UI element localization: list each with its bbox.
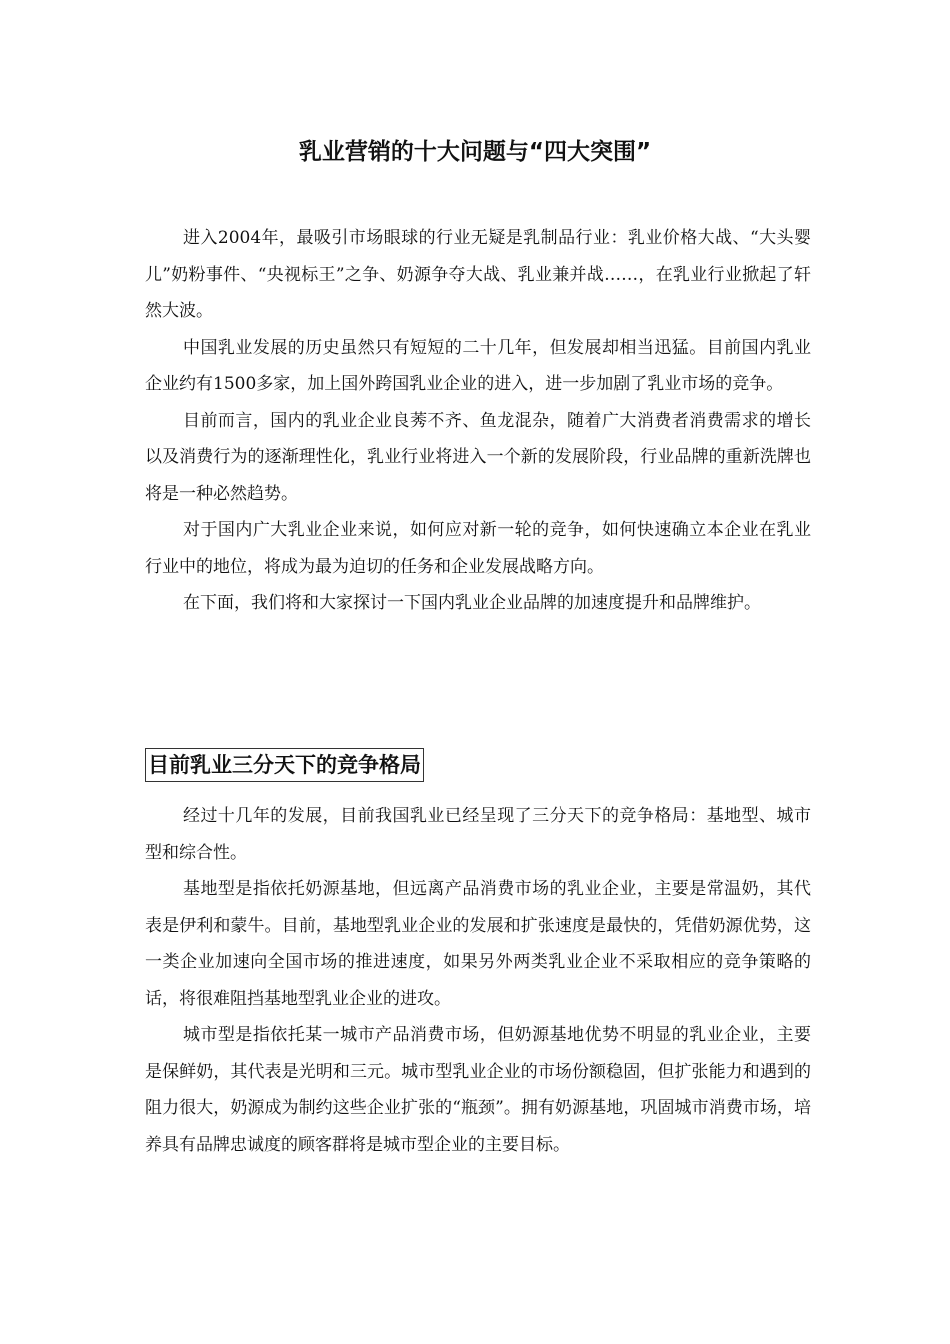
section-paragraph-3: 城市型是指依托某一城市产品消费市场，但奶源基地优势不明显的乳业企业，主要是保鲜奶，其代表是光明和三元。城市型乳业企业的市场份额稳固，但扩张能力和遇到的阻力很大，奶源成为制约这些企业扩张的“瓶颈”。拥有奶源基地，巩固城市消费市场，培养具有品牌忠诚度的顾客群将是城市型企业的主要目标。 <box>145 1025 811 1155</box>
section-paragraph-2: 基地型是指依托奶源基地，但远离产品消费市场的乳业企业，主要是常温奶，其代表是伊利和蒙牛。目前，基地型乳业企业的发展和扩张速度是最快的，凭借奶源优势，这一类企业加速向全国市场的推进速度，如果另外两类乳业企业不采取相应的竞争策略的话，将很难阻挡基地型乳业企业的进攻。 <box>145 879 811 1009</box>
intro-paragraph-4: 对于国内广大乳业企业来说，如何应对新一轮的竞争，如何快速确立本企业在乳业行业中的地位，将成为最为迫切的任务和企业发展战略方向。 <box>145 520 811 577</box>
intro-section <box>145 220 811 622</box>
intro-paragraph-2: 中国乳业发展的历史虽然只有短短的二十几年，但发展却相当迅猛。目前国内乳业企业约有1500多家，加上国外跨国乳业企业的进入，进一步加剧了乳业市场的竞争。 <box>145 337 811 394</box>
intro-paragraph-1: 进入2004年，最吸引市场眼球的行业无疑是乳制品行业：乳业价格大战、“大头婴儿”奶粉事件、“央视标王”之争、奶源争夺大战、乳业兼并战……，在乳业行业掀起了轩然大波。 <box>145 228 811 321</box>
section-paragraph-1: 经过十几年的发展，目前我国乳业已经呈现了三分天下的竞争格局：基地型、城市型和综合性。 <box>145 806 811 863</box>
intro-paragraph-3: 目前而言，国内的乳业企业良莠不齐、鱼龙混杂，随着广大消费者消费需求的增长以及消费行为的逐渐理性化，乳业行业将进入一个新的发展阶段，行业品牌的重新洗牌也将是一种必然趋势。 <box>145 410 811 504</box>
competition-section <box>145 798 811 1163</box>
section-heading: 目前乳业三分天下的竞争格局 <box>145 748 424 782</box>
document-title: 乳业营销的十大问题与“四大突围” <box>298 139 652 165</box>
intro-paragraph-5: 在下面，我们将和大家探讨一下国内乳业企业品牌的加速度提升和品牌维护。 <box>183 593 761 613</box>
